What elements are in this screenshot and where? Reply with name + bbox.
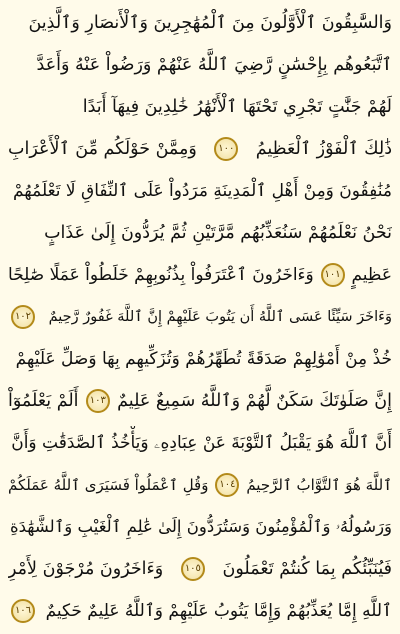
ayah-number-marker: ١٠٣ <box>86 389 110 413</box>
verse-text: ٱللَّهِ إِمَّا يُعَذِّبُهُمْ وَإِمَّا يَتُوبُ عَلَيْهِمْ وَٱللَّهُ عَلِيمٌ حَكِيمٌ <box>45 601 392 621</box>
verse-line <box>8 510 392 544</box>
verse-text: أَلَمْ يَعْلَمُوٓاْ <box>8 391 79 411</box>
verse-line <box>8 48 392 82</box>
verse-text: فَيُنَبِّئُكُم بِمَا كُنتُمْ تَعْمَلُونَ <box>222 559 392 579</box>
verse-line <box>8 216 392 250</box>
verse-text: وَرَسُولُهُۥ وَٱلْمُؤْمِنُونَ وَسَتُرَدُّونَ إِلَىٰ عَٰلِمِ ٱلْغَيْبِ وَٱلشَّهَٰدَةِ <box>9 517 392 536</box>
verse-line <box>8 552 392 586</box>
verse-line <box>8 342 392 376</box>
verse-text: وَالسَّٰبِقُونَ ٱلْأَوَّلُونَ مِنَ ٱلْمُهَٰجِرِينَ وَٱلْأَنصَارِ وَٱلَّذِينَ <box>28 13 392 33</box>
verse-text: لَهُمْ جَنَّٰتٍ تَجْرِي تَحْتَهَا ٱلْأَنْهَٰرُ خَٰلِدِينَ فِيهَآ أَبَدًا <box>82 97 392 117</box>
verse-line <box>8 174 392 208</box>
verse-line <box>8 132 392 166</box>
verse-line <box>8 594 392 628</box>
verse-line <box>8 258 392 292</box>
ayah-number-marker: ١٠٥ <box>181 557 205 581</box>
verse-text: أَنَّ ٱللَّهَ هُوَ يَقْبَلُ ٱلتَّوْبَةَ عَنْ عِبَادِهِۦ وَيَأْخُذُ ٱلصَّدَقَٰتِ وَأَنَّ <box>11 433 392 453</box>
ayah-number-marker: ١٠٦ <box>11 599 35 623</box>
verse-lines <box>8 6 392 628</box>
verse-text: مُنَٰفِقُونَ وَمِنْ أَهْلِ ٱلْمَدِينَةِ مَرَدُواْ عَلَى ٱلنِّفَاقِ لَا تَعْلَمُهُمْ <box>12 181 392 201</box>
verse-line <box>8 6 392 40</box>
ayah-number-marker: ١٠٢ <box>11 305 35 329</box>
verse-text: إِنَّ صَلَوٰتَكَ سَكَنٌ لَّهُمْ وَٱللَّهُ سَمِيعٌ عَلِيمٌ <box>117 391 392 411</box>
verse-text: وَقُلِ ٱعْمَلُواْ فَسَيَرَى ٱللَّهُ عَمَلَكُمْ <box>8 476 209 494</box>
verse-text: ذَٰلِكَ ٱلْفَوْزُ ٱلْعَظِيمُ <box>255 139 392 159</box>
ayah-number-marker: ١٠٤ <box>215 473 239 497</box>
verse-line <box>8 300 392 334</box>
ayah-number-marker: ١٠١ <box>321 263 345 287</box>
verse-text: ٱللَّهَ هُوَ ٱلتَّوَّابُ ٱلرَّحِيمُ <box>246 476 392 494</box>
verse-text: وَءَاخَرُونَ مُرْجَوْنَ لِأَمْرِ <box>8 559 164 579</box>
verse-text: ٱتَّبَعُوهُم بِإِحْسَٰنٍ رَّضِيَ ٱللَّهُ عَنْهُمْ وَرَضُواْ عَنْهُ وَأَعَدَّ <box>36 55 392 75</box>
verse-line <box>8 426 392 460</box>
ayah-number-marker: ١٠٠ <box>214 137 238 161</box>
verse-text: وَءَاخَرَ سَيِّئًا عَسَى ٱللَّهُ أَن يَتُوبَ عَلَيْهِمْ إِنَّ ٱللَّهَ غَفُورٌ رَّحِيمٌ <box>48 309 392 325</box>
verse-line <box>8 468 392 502</box>
verse-line <box>8 90 392 124</box>
verse-line <box>8 384 392 418</box>
verse-text: وَمِمَّنْ حَوْلَكُم مِّنَ ٱلْأَعْرَابِ <box>8 139 197 159</box>
verse-text: وَءَاخَرُونَ ٱعْتَرَفُواْ بِذُنُوبِهِمْ خَلَطُواْ عَمَلًا صَٰلِحًا <box>8 265 314 285</box>
verse-text: عَظِيمٍ <box>351 265 392 285</box>
verse-text: نَحْنُ نَعْلَمُهُمْ سَنُعَذِّبُهُم مَّرَّتَيْنِ ثُمَّ يُرَدُّونَ إِلَىٰ عَذَابٍ <box>44 223 392 243</box>
verse-text: خُذْ مِنْ أَمْوَٰلِهِمْ صَدَقَةً تُطَهِّرُهُمْ وَتُزَكِّيهِم بِهَا وَصَلِّ عَلَيْهِمْ <box>15 349 392 369</box>
